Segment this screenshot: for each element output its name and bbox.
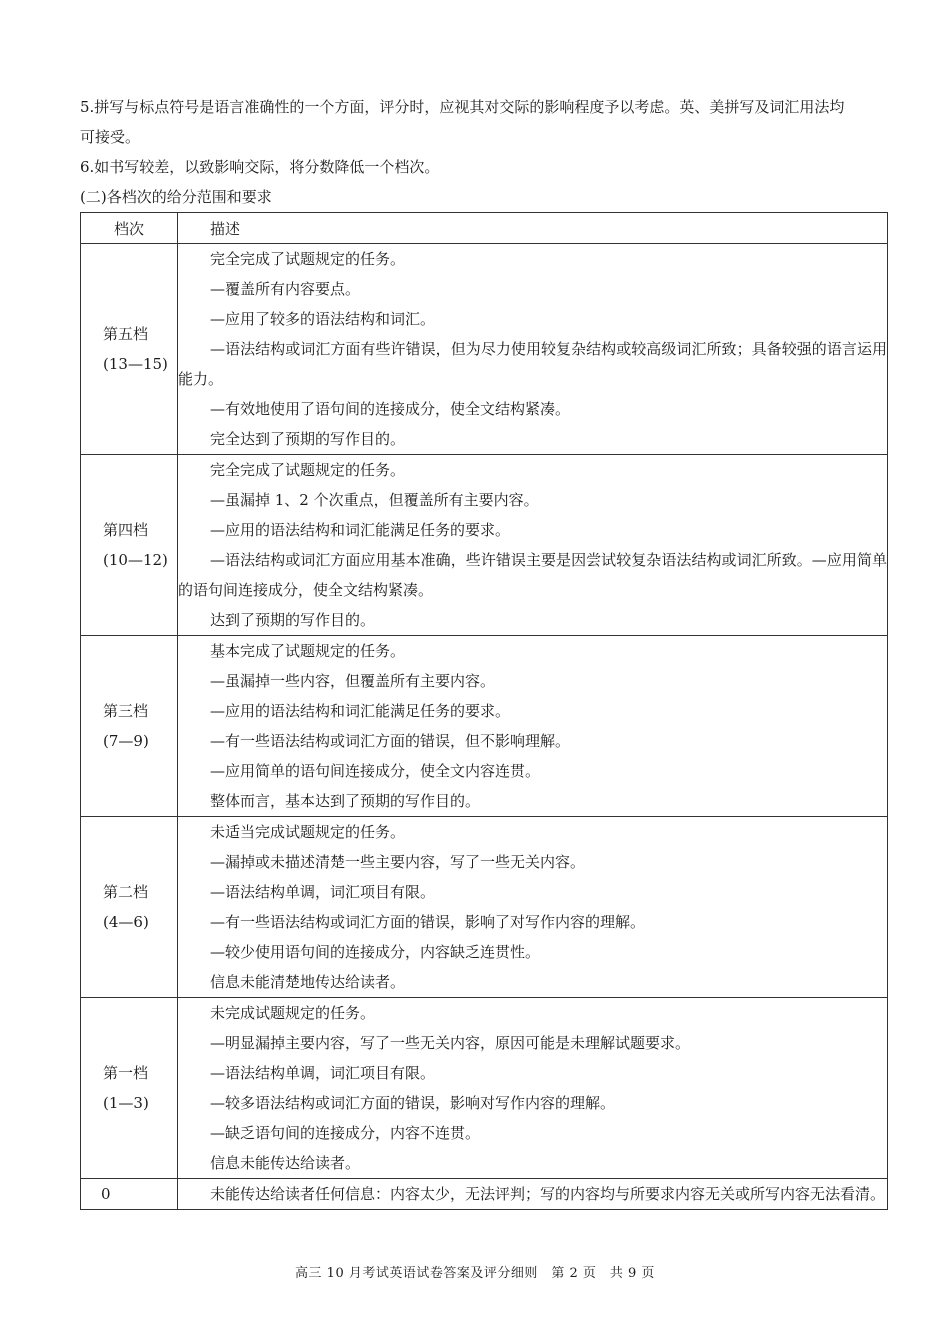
header-description: 描述 — [178, 213, 888, 244]
table-row — [81, 1179, 888, 1210]
note-5: 5.拼写与标点符号是语言准确性的一个方面，评分时，应视其对交际的影响程度予以考虑。英、美拼写及词汇用法均可接受。 — [80, 98, 845, 146]
desc-line: —语法结构或词汇方面应用基本准确，些许错误主要是因尝试较复杂语法结构或词汇所致。—应用简单的语句间连接成分，使全文结构紧凑。 — [178, 551, 887, 599]
document-page — [80, 92, 887, 1210]
desc-line: —较多语法结构或词汇方面的错误，影响对写作内容的理解。 — [210, 1094, 616, 1112]
desc-line: 未能传达给读者任何信息：内容太少，无法评判；写的内容均与所要求内容无关或所写内容无法看清。 — [210, 1185, 886, 1203]
desc-line: —虽漏掉 1、2 个次重点，但覆盖所有主要内容。 — [210, 491, 539, 509]
description-cell — [178, 998, 888, 1179]
description-cell — [178, 455, 888, 636]
desc-line: 完全达到了预期的写作目的。 — [210, 430, 406, 448]
grade-label: 第三档 — [103, 702, 149, 720]
table-row — [81, 998, 888, 1179]
desc-line: 达到了预期的写作目的。 — [210, 611, 376, 629]
desc-line: —明显漏掉主要内容，写了一些无关内容，原因可能是未理解试题要求。 — [210, 1034, 691, 1052]
grade-label: 0 — [101, 1185, 111, 1203]
page-footer: 高三 10 月考试英语试卷答案及评分细则 第 2 页 共 9 页 — [295, 1266, 655, 1281]
description-cell — [178, 817, 888, 998]
description-cell — [178, 1179, 888, 1210]
desc-line: —应用的语法结构和词汇能满足任务的要求。 — [210, 521, 511, 539]
desc-line: —语法结构或词汇方面有些许错误，但为尽力使用较复杂结构或较高级词汇所致；具备较强的语言运用能力。 — [178, 340, 887, 388]
desc-line: —应用了较多的语法结构和词汇。 — [210, 310, 436, 328]
grade-range: (7—9) — [103, 732, 149, 750]
desc-line: 信息未能清楚地传达给读者。 — [210, 973, 406, 991]
desc-line: 完全完成了试题规定的任务。 — [210, 461, 406, 479]
description-cell — [178, 244, 888, 455]
table-header-row — [81, 213, 888, 244]
desc-line: —有一些语法结构或词汇方面的错误，影响了对写作内容的理解。 — [210, 913, 646, 931]
table-row — [81, 636, 888, 817]
desc-line: —应用的语法结构和词汇能满足任务的要求。 — [210, 702, 511, 720]
grade-cell — [81, 1179, 178, 1210]
grading-table — [80, 212, 888, 1210]
desc-line: 基本完成了试题规定的任务。 — [210, 642, 406, 660]
header-grade: 档次 — [81, 213, 178, 244]
table-row — [81, 455, 888, 636]
grade-cell — [81, 817, 178, 998]
desc-line: —漏掉或未描述清楚一些主要内容，写了一些无关内容。 — [210, 853, 586, 871]
section-title: (二)各档次的给分范围和要求 — [80, 188, 272, 206]
desc-line: —覆盖所有内容要点。 — [210, 280, 361, 298]
table-row — [81, 244, 888, 455]
desc-line: 未完成试题规定的任务。 — [210, 1004, 376, 1022]
grade-label: 第四档 — [103, 521, 149, 539]
desc-line: —有效地使用了语句间的连接成分，使全文结构紧凑。 — [210, 400, 571, 418]
grade-range: (13—15) — [103, 355, 168, 373]
desc-line: —缺乏语句间的连接成分，内容不连贯。 — [210, 1124, 481, 1142]
grade-cell — [81, 636, 178, 817]
note-6: 6.如书写较差，以致影响交际，将分数降低一个档次。 — [80, 158, 440, 176]
grade-label: 第五档 — [103, 325, 149, 343]
desc-line: —语法结构单调，词汇项目有限。 — [210, 883, 436, 901]
desc-line: —有一些语法结构或词汇方面的错误，但不影响理解。 — [210, 732, 571, 750]
desc-line: —较少使用语句间的连接成分，内容缺乏连贯性。 — [210, 943, 541, 961]
grade-range: (4—6) — [103, 913, 149, 931]
desc-line: 整体而言，基本达到了预期的写作目的。 — [210, 792, 481, 810]
desc-line: 信息未能传达给读者。 — [210, 1154, 361, 1172]
desc-line: —语法结构单调，词汇项目有限。 — [210, 1064, 436, 1082]
grade-range: (1—3) — [103, 1094, 149, 1112]
grade-cell — [81, 244, 178, 455]
desc-line: 完全完成了试题规定的任务。 — [210, 250, 406, 268]
grade-cell — [81, 455, 178, 636]
desc-line: 未适当完成试题规定的任务。 — [210, 823, 406, 841]
desc-line: —虽漏掉一些内容，但覆盖所有主要内容。 — [210, 672, 496, 690]
description-cell — [178, 636, 888, 817]
grade-label: 第一档 — [103, 1064, 149, 1082]
grade-range: (10—12) — [103, 551, 168, 569]
desc-line: —应用简单的语句间连接成分，使全文内容连贯。 — [210, 762, 541, 780]
grade-cell — [81, 998, 178, 1179]
table-row — [81, 817, 888, 998]
grade-label: 第二档 — [103, 883, 149, 901]
